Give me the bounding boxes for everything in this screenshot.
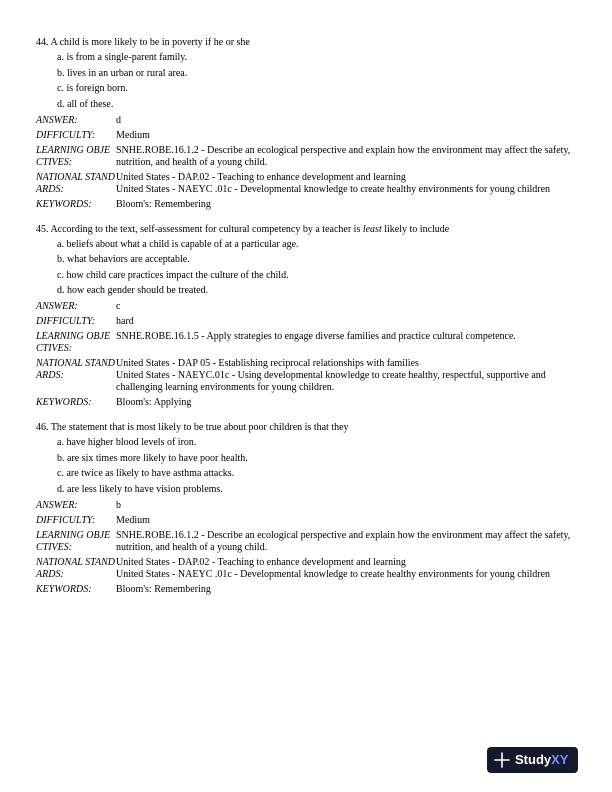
difficulty-value: hard bbox=[116, 316, 134, 327]
keywords-row bbox=[36, 397, 576, 409]
learning-objectives-label: LEARNING OBJECTIVES: bbox=[36, 144, 111, 168]
national-standard-2: United States - NAEYC.01c - Using developmental knowledge to create healthy, respectful, supportive and challenging learning environments for young children. bbox=[116, 370, 546, 393]
keywords-row bbox=[36, 584, 576, 596]
keywords-label: KEYWORDS: bbox=[36, 198, 92, 210]
answer-label: ANSWER: bbox=[36, 114, 78, 126]
keywords-label: KEYWORDS: bbox=[36, 397, 92, 408]
answer-value: c bbox=[116, 301, 121, 312]
choice-c: c. is foreign born. bbox=[57, 83, 128, 94]
learning-objectives-label: LEARNING OBJECTIVES: bbox=[36, 331, 111, 354]
logo-accent-text: XY bbox=[551, 752, 569, 767]
choice-c: c. how child care practices impact the culture of the child. bbox=[57, 269, 289, 281]
answer-label: ANSWER: bbox=[36, 499, 78, 511]
national-standards-row bbox=[36, 172, 576, 196]
national-standard-1: United States - DAP.02 - Teaching to enhance development and learning bbox=[116, 556, 406, 568]
choice-d: d. how each gender should be treated. bbox=[57, 285, 209, 296]
learning-objectives-row bbox=[36, 331, 576, 355]
learning-objectives-row bbox=[36, 530, 576, 554]
answer-row bbox=[36, 115, 576, 127]
learning-objectives-value: SNHE.ROBE.16.1.2 - Describe an ecological perspective and explain how the environment may affect the safety, nutrition, and health of a young child. bbox=[116, 529, 571, 553]
answer-row bbox=[36, 500, 576, 512]
learning-objectives-value: SNHE.ROBE.16.1.5 - Apply strategies to engage diverse families and practice cultural competence. bbox=[116, 331, 516, 342]
answer-value: b bbox=[116, 499, 121, 511]
national-standards-value bbox=[116, 172, 576, 196]
logo-text: Study bbox=[515, 752, 552, 767]
learning-objectives-row bbox=[36, 145, 576, 169]
question-stem: 44. A child is more likely to be in poverty if he or she bbox=[36, 37, 250, 48]
keywords-row bbox=[36, 199, 576, 211]
choice-b: b. are six times more likely to have poor health. bbox=[57, 452, 248, 464]
stem-text-end: likely to include bbox=[381, 223, 450, 235]
question-stem bbox=[36, 224, 576, 236]
national-standards-value bbox=[116, 358, 576, 394]
document-page bbox=[36, 37, 576, 609]
plus-sparkle-icon bbox=[494, 752, 510, 768]
difficulty-row bbox=[36, 515, 576, 527]
difficulty-row bbox=[36, 130, 576, 142]
question-44 bbox=[36, 37, 576, 211]
keywords-label: KEYWORDS: bbox=[36, 583, 92, 595]
national-standards-row bbox=[36, 358, 576, 394]
answer-row bbox=[36, 301, 576, 313]
choice-c: c. are twice as likely to have asthma attacks. bbox=[57, 468, 235, 479]
keywords-value: Bloom's: Remembering bbox=[116, 583, 211, 595]
national-standards-label: NATIONAL STANDARDS: bbox=[36, 171, 115, 195]
choice-d: d. all of these. bbox=[57, 98, 114, 110]
difficulty-label: DIFFICULTY: bbox=[36, 514, 96, 526]
question-46 bbox=[36, 422, 576, 596]
national-standard-1: United States - DAP.02 - Teaching to enhance development and learning bbox=[116, 171, 406, 183]
choice-d: d. are less likely to have vision problems. bbox=[57, 483, 223, 495]
national-standard-2: United States - NAEYC .01c - Developmental knowledge to create healthy environments for young children bbox=[116, 183, 551, 195]
keywords-value: Bloom's: Applying bbox=[116, 397, 192, 408]
difficulty-row bbox=[36, 316, 576, 328]
choice-a: a. is from a single-parent family. bbox=[57, 52, 188, 63]
choice-b: b. what behaviors are acceptable. bbox=[57, 254, 190, 265]
national-standards-label: NATIONAL STANDARDS: bbox=[36, 556, 115, 580]
question-stem: 46. The statement that is most likely to be true about poor children is that they bbox=[36, 422, 349, 433]
stem-text: 45. According to the text, self-assessment for cultural competency by a teacher is bbox=[36, 223, 363, 235]
difficulty-label: DIFFICULTY: bbox=[36, 316, 96, 327]
studyxy-logo[interactable] bbox=[487, 747, 578, 773]
difficulty-value: Medium bbox=[116, 514, 150, 526]
national-standard-1: United States - DAP 05 - Establishing reciprocal relationships with families bbox=[116, 358, 419, 369]
national-standard-2: United States - NAEYC .01c - Developmental knowledge to create healthy environments for young children bbox=[116, 568, 551, 580]
choice-a: a. have higher blood levels of iron. bbox=[57, 437, 197, 448]
choice-a: a. beliefs about what a child is capable of at a particular age. bbox=[57, 238, 299, 250]
learning-objectives-value: SNHE.ROBE.16.1.2 - Describe an ecological perspective and explain how the environment may affect the safety, nutrition, and health of a young child. bbox=[116, 144, 571, 168]
question-45 bbox=[36, 224, 576, 410]
answer-value: d bbox=[116, 114, 121, 126]
choice-b: b. lives in an urban or rural area. bbox=[57, 67, 188, 79]
national-standards-value bbox=[116, 557, 576, 581]
learning-objectives-label: LEARNING OBJECTIVES: bbox=[36, 529, 111, 553]
difficulty-label: DIFFICULTY: bbox=[36, 129, 96, 141]
stem-emphasis: least bbox=[362, 223, 382, 235]
national-standards-label: NATIONAL STANDARDS: bbox=[36, 358, 115, 381]
difficulty-value: Medium bbox=[116, 129, 150, 141]
answer-label: ANSWER: bbox=[36, 301, 78, 312]
keywords-value: Bloom's: Remembering bbox=[116, 198, 211, 210]
national-standards-row bbox=[36, 557, 576, 581]
